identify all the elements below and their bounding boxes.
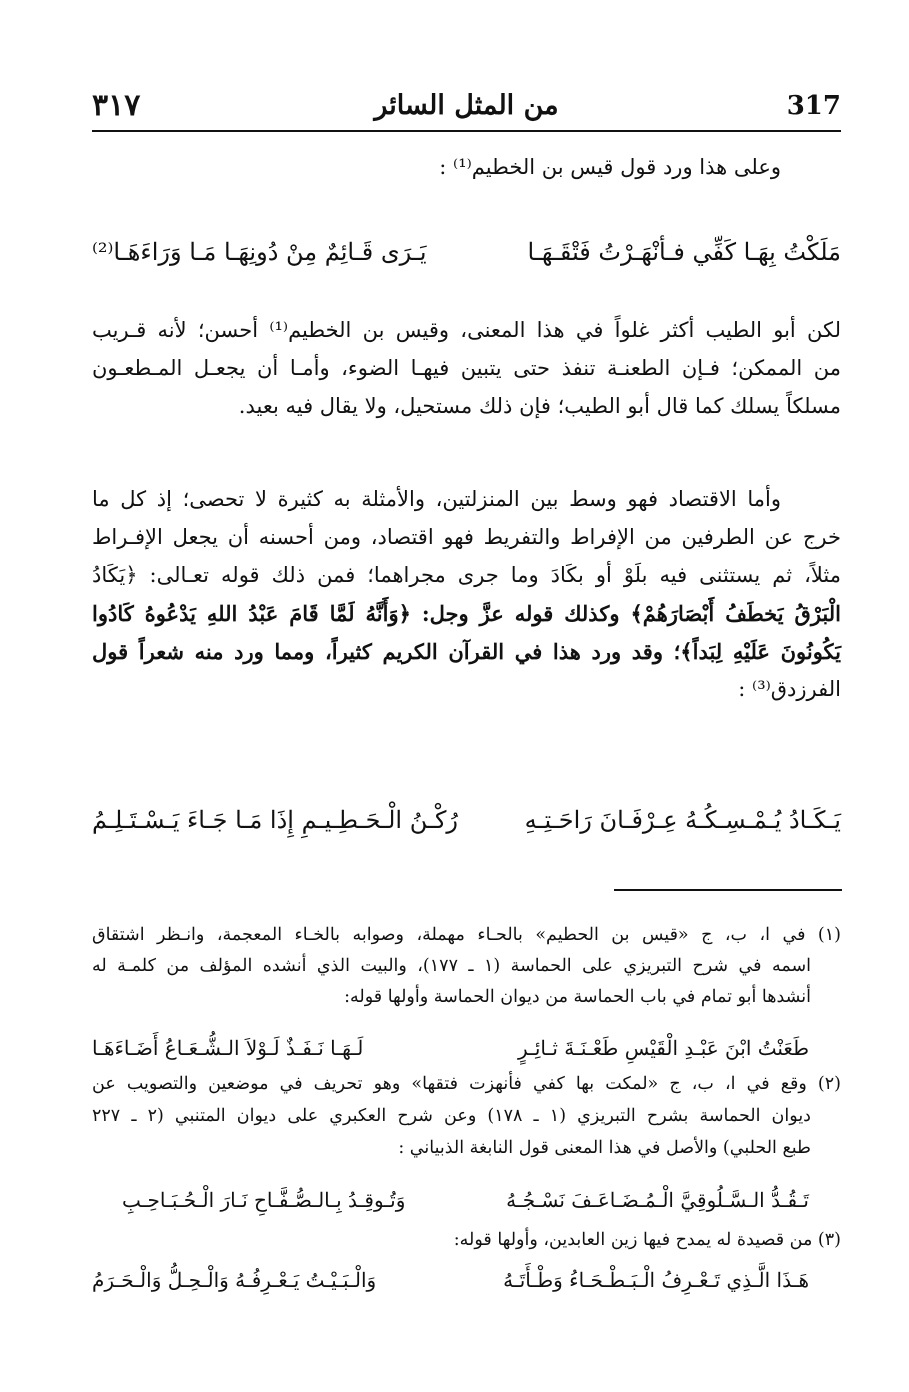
text-line: الفرزدق⁽³⁾ : [738,677,841,701]
footnote-3-verse-first: هَـذَا الَّـذِي تَـعْـرِفُ الْـبَـطْـحَـاءُ وَطْـأَتَـهُ [503,1268,809,1292]
footnote-2-verse-second: وَتُـوقِـدُ بِـالـصُّـفَّـاحِ نَـارَ الْـحُـبَـاحِـبِ [122,1188,406,1212]
verse-1-first-hemistich: مَلَكْتُ بِهَـا كَفِّي فـأنْهَـرْتُ فَتْقَـهَـا [527,238,841,266]
paragraph-1 [92,318,841,438]
footnote-line: اسمه في شرح التبريزي على الحماسة (١ ـ ١٧٧)، والبيت الذي أنشده المؤلف من كلمـة له [92,956,811,976]
footnote-line: أنشدها أبو تمام في باب الحماسة من ديوان الحماسة وأولها قوله: [344,987,811,1007]
text-line: وعلى هذا ورد قول قيس بن الخطيم⁽¹⁾ : [439,155,781,179]
footnote-3-verse-second: وَالْـبَـيْـتُ يَـعْـرِفُـهُ وَالْـحِـلُّ وَالْـحَـرَمُ [92,1268,377,1292]
paragraph-2 [92,487,841,727]
verse-1 [92,238,841,278]
footnote-line: (١) في ا، ب، ج «قيس بن الحطيم» بالحـاء مهملة، وصوابه بالخـاء المعجمة، وانـظر اشتقاق [92,925,841,945]
footnote-line: (٣) من قصيدة له يمدح فيها زين العابدين، وأولها قوله: [453,1230,841,1250]
text-line: يَكُونُونَ عَلَيْهِ لِبَداً﴾؛ وقد ورد هذا في القرآن الكريم كثيراً، ومما ورد منه شعراً قول [92,639,841,664]
page-number-arabic: ٣١٧ [92,88,141,123]
footnote-2-verse-first: تَـقُـدُّ الـسَّـلُوقِيَّ الْـمُـضَـاعَـفَ نَسْـجُـهُ [506,1188,809,1212]
footnote-2 [92,1074,841,1174]
text-line: خرج عن الطرفين من الإفراط والتفريط فهو اقتصاد، ومن أحسنه أن يجعل الإفـراط [92,525,841,549]
text-line: الْبَرْقُ يَخطَفُ أَبْصَارَهُمْ﴾ وكذلك قوله عزَّ وجل: ﴿وَأَنَّهُ لَمَّا قَامَ عَبْدُ اللهِ يَدْعُوهُ كَادُوا [92,601,841,626]
footnote-line: طبع الحلبي) والأصل في هذا المعنى قول النابغة الذبياني : [398,1138,811,1158]
intro-line [300,155,781,191]
text-line: لكن أبو الطيب أكثر غلواً في هذا المعنى، وقيس بن الخطيم⁽¹⁾ أحسن؛ لأنه قـريب [92,318,842,342]
footnote-line: (٢) وقع في ا، ب، ج «لمكت بها كفي فأنهزت فتقها» وهو تحريف في موضعين والتصويب عن [92,1074,841,1094]
text-line: مثلاً، ثم يستثنى فيه بلَوْ أو بكَادَ وما جرى مجراهما؛ فمن ذلك قوله تعـالى: ﴿يَكَادُ [92,563,841,587]
footnote-3-verse [92,1268,809,1302]
footnote-1-verse-second: لَـهَـا نَـفَـذٌ لَـوْلاَ الـشُّـعَـاعُ أَضَـاءَهَـا [92,1036,364,1060]
text-line: مسلكاً يسلك كما قال أبو الطيب؛ فإن ذلك مستحيل، ولا يقال فيه بعيد. [238,394,841,418]
footnote-2-verse [122,1188,809,1222]
text-line: من الممكن؛ فـإن الطعنـة تنفذ حتى يتبين فيهـا الضوء، وأمـا أن يجعـل المـطعـون [92,356,841,380]
verse-2-first-hemistich: يَـكَـادُ يُـمْـسِـكُـهُ عِـرْفَـانَ رَاحَـتِـهِ [524,806,841,834]
footnote-1-verse-first: طَعَنْتُ ابْنَ عَبْـدِ الْقَيْسِ طَعْـنَـةَ ثـائِـرٍ [517,1036,809,1060]
footnote-line: ديوان الحماسة بشرح التبريزي (١ ـ ١٧٨) وعن شرح العكبري على ديوان المتنبي (٢ ـ ٢٢٧ [92,1106,811,1126]
running-title: من المثل السائر [374,90,559,121]
running-header [92,86,841,132]
footnote-1-verse [92,1036,809,1070]
verse-1-second-hemistich: يَـرَى قَـائِمٌ مِنْ دُونِهَـا مَـا وَرَاءَهَـا⁽²⁾ [92,238,427,266]
footnote-1 [92,925,841,1025]
verse-2 [92,806,841,846]
footnote-separator [614,889,842,891]
text-line: وأما الاقتصاد فهو وسط بين المنزلتين، والأمثلة به كثيرة لا تحصى؛ إذ كل ما [92,487,781,511]
page-number-latin: 317 [786,91,841,121]
footnote-3 [92,1230,841,1264]
verse-2-second-hemistich: رُكْـنُ الْـحَـطِـيـمِ إِذَا مَـا جَـاءَ يَـسْـتَـلِـمُ [92,806,459,834]
